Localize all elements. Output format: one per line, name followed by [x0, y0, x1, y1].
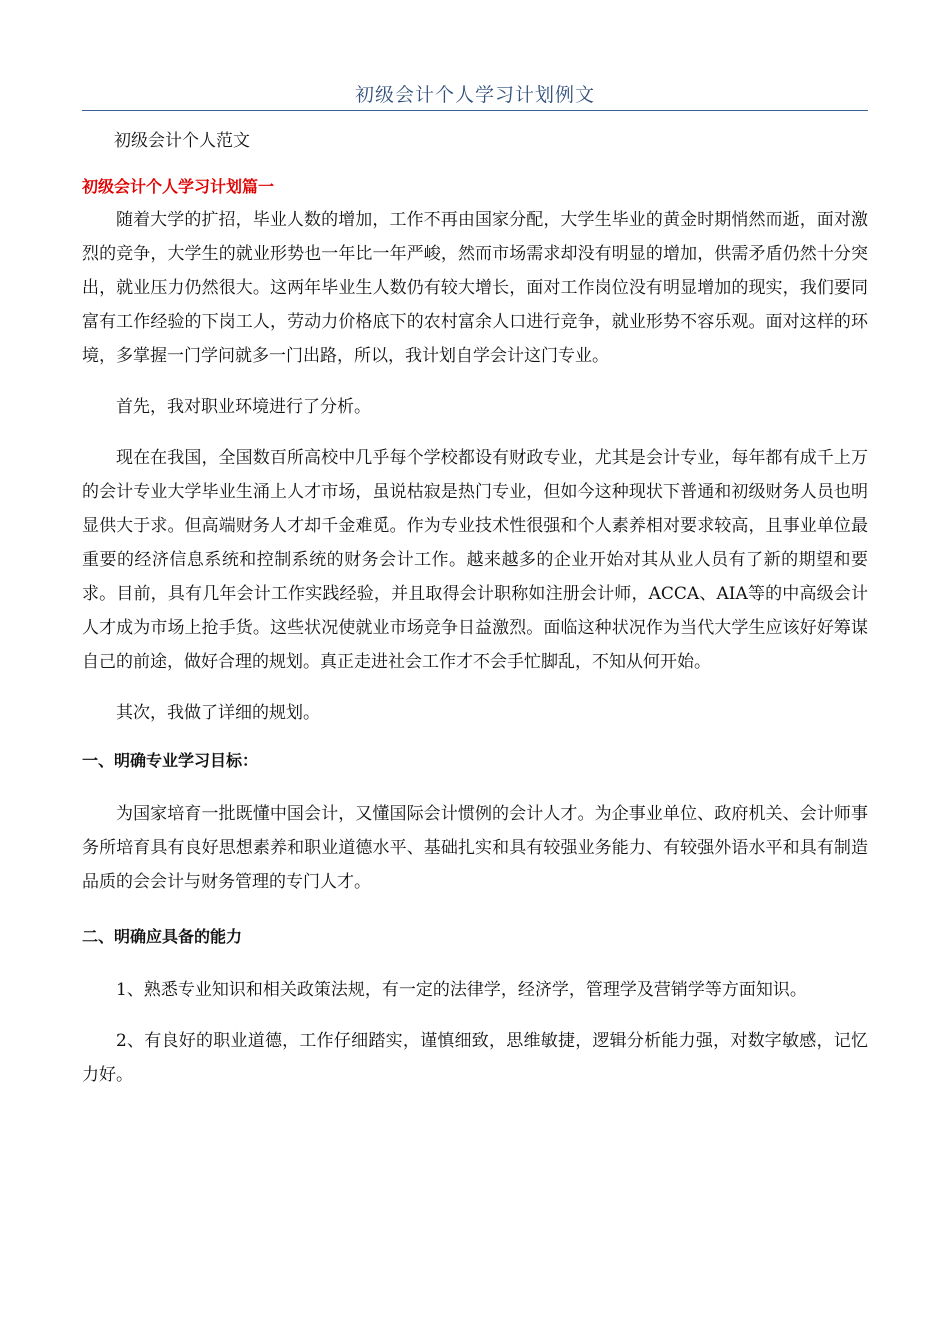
- paragraph-2: 首先，我对职业环境进行了分析。: [116, 397, 371, 417]
- paragraph-7: 2、有良好的职业道德，工作仔细踏实，谨慎细致，思维敏捷，逻辑分析能力强，对数字敏感，记忆力好。: [82, 1031, 868, 1085]
- intro-line: 初级会计个人范文: [114, 131, 250, 151]
- paragraph-4: 其次，我做了详细的规划。: [116, 703, 320, 723]
- document-page: [82, 0, 868, 1092]
- paragraph-5: 为国家培育一批既懂中国会计，又懂国际会计惯例的会计人才。为企事业单位、政府机关、会计师事务所培育具有良好思想素养和职业道德水平、基础扎实和具有较强业务能力、有较强外语水平和具有制造品质的会会计与财务管理的专门人才。: [82, 804, 868, 892]
- page-header-title: 初级会计个人学习计划例文: [82, 82, 868, 111]
- heading-2: 二、明确应具备的能力: [82, 927, 243, 946]
- heading-1: 一、明确专业学习目标：: [82, 751, 259, 770]
- section-title: 初级会计个人学习计划篇一: [82, 177, 275, 196]
- paragraph-3: 现在在我国，全国数百所高校中几乎每个学校都设有财政专业，尤其是会计专业，每年都有成千上万的会计专业大学毕业生涌上人才市场，虽说枯寂是热门专业，但如今这种现状下普通和初级财务人员也明显供大于求。但高端财务人才却千金难觅。作为专业技术性很强和个人素养相对要求较高，且事业单位最重要的经济信息系统和控制系统的财务会计工作。越来越多的企业开始对其从业人员有了新的期望和要求。目前，具有几年会计工作实践经验，并且取得会计职称如注册会计师，ACCA、AIA等的中高级会计人才成为市场上抢手货。这些状况使就业市场竞争日益激烈。面临这种状况作为当代大学生应该好好筹谋自己的前途，做好合理的规划。真正走进社会工作才不会手忙脚乱，不知从何开始。: [82, 448, 868, 672]
- paragraph-1: 随着大学的扩招，毕业人数的增加，工作不再由国家分配，大学生毕业的黄金时期悄然而逝，面对激烈的竞争，大学生的就业形势也一年比一年严峻，然而市场需求却没有明显的增加，供需矛盾仍然十分突出，就业压力仍然很大。这两年毕业生人数仍有较大增长，面对工作岗位没有明显增加的现实，我们要同富有工作经验的下岗工人，劳动力价格底下的农村富余人口进行竞争，就业形势不容乐观。面对这样的环境，多掌握一门学问就多一门出路，所以，我计划自学会计这门专业。: [82, 210, 868, 366]
- paragraph-6: 1、熟悉专业知识和相关政策法规，有一定的法律学，经济学，管理学及营销学等方面知识。: [116, 980, 807, 1000]
